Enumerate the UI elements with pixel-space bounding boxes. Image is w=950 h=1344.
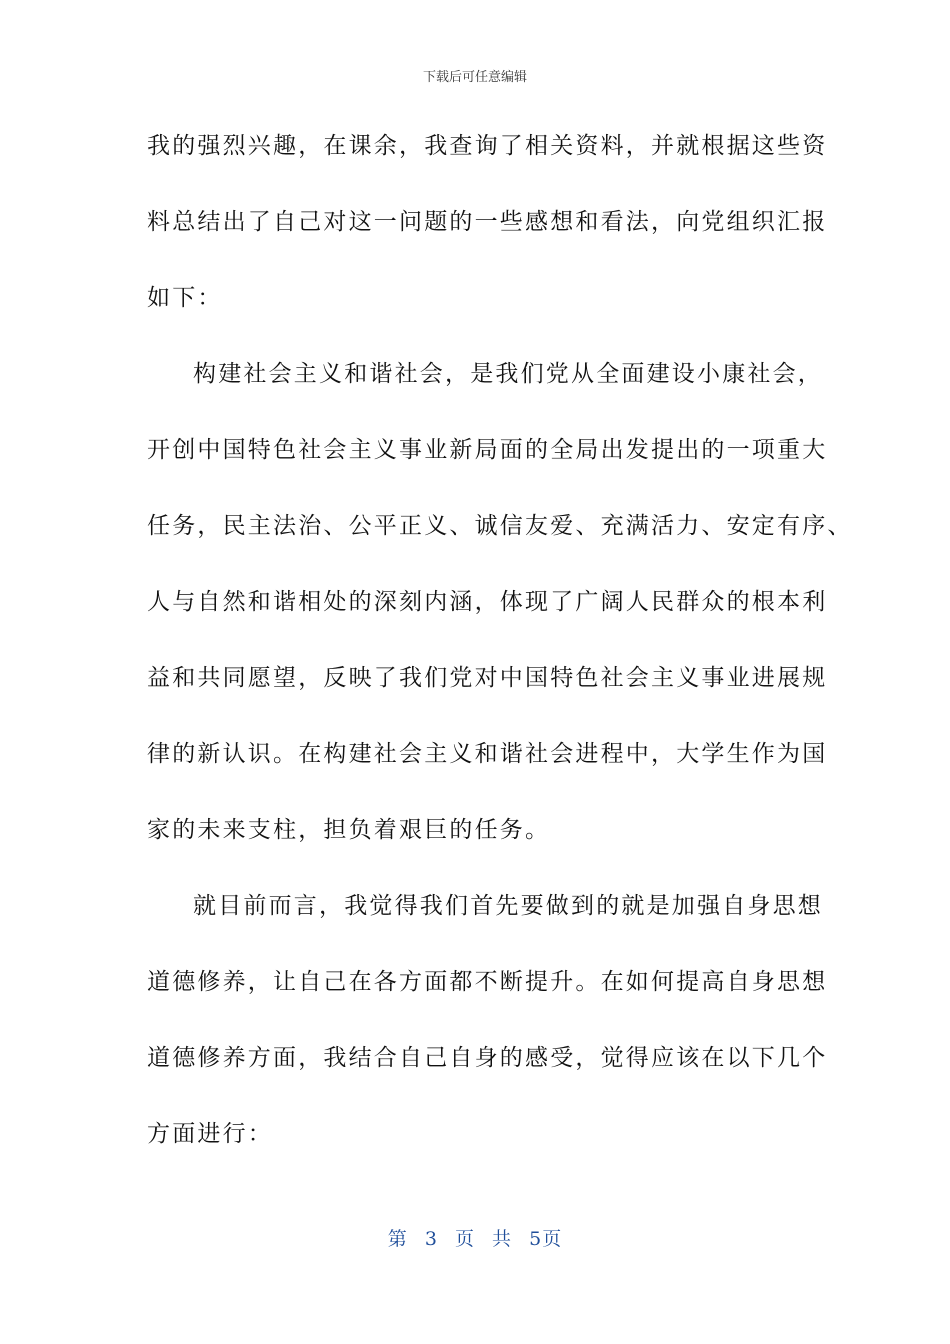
text-line: 道德修养方面，我结合自己自身的感受，觉得应该在以下几个 bbox=[147, 1045, 828, 1071]
footer-ye: 页 bbox=[454, 1228, 475, 1250]
paragraph-2 bbox=[147, 356, 853, 888]
text-line: 开创中国特色社会主义事业新局面的全局出发提出的一项重大 bbox=[147, 437, 828, 463]
text-line: 益和共同愿望，反映了我们党对中国特色社会主义事业进展规 bbox=[147, 665, 828, 691]
text-line: 料总结出了自己对这一问题的一些感想和看法，向党组织汇报 bbox=[147, 209, 828, 235]
text-line: 方面进行： bbox=[147, 1121, 273, 1147]
text-line: 律的新认识。在构建社会主义和谐社会进程中，大学生作为国 bbox=[147, 741, 828, 767]
text-line: 人与自然和谐相处的深刻内涵，体现了广阔人民群众的根本利 bbox=[147, 589, 828, 615]
text-line: 家的未来支柱，担负着艰巨的任务。 bbox=[147, 817, 551, 843]
page-header: 下载后可任意编辑 bbox=[422, 70, 527, 85]
current-page-number: 3 bbox=[424, 1228, 438, 1250]
total-pages: 5页 bbox=[529, 1228, 563, 1250]
text-line: 就目前而言，我觉得我们首先要做到的就是加强自身思想 bbox=[193, 893, 823, 919]
paragraph-3 bbox=[147, 888, 828, 1192]
text-line: 构建社会主义和谐社会，是我们党从全面建设小康社会， bbox=[193, 361, 823, 387]
document-body bbox=[147, 128, 853, 1192]
text-line: 我的强烈兴趣，在课余，我查询了相关资料，并就根据这些资 bbox=[147, 133, 828, 159]
page-footer bbox=[0, 1224, 950, 1251]
footer-gong: 共 bbox=[492, 1228, 513, 1250]
footer-di: 第 bbox=[387, 1228, 408, 1250]
text-line: 任务，民主法治、公平正义、诚信友爱、充满活力、安定有序、 bbox=[147, 513, 853, 539]
paragraph-1 bbox=[147, 128, 828, 356]
text-line: 道德修养，让自己在各方面都不断提升。在如何提高自身思想 bbox=[147, 969, 828, 995]
text-line: 如下： bbox=[147, 285, 223, 311]
